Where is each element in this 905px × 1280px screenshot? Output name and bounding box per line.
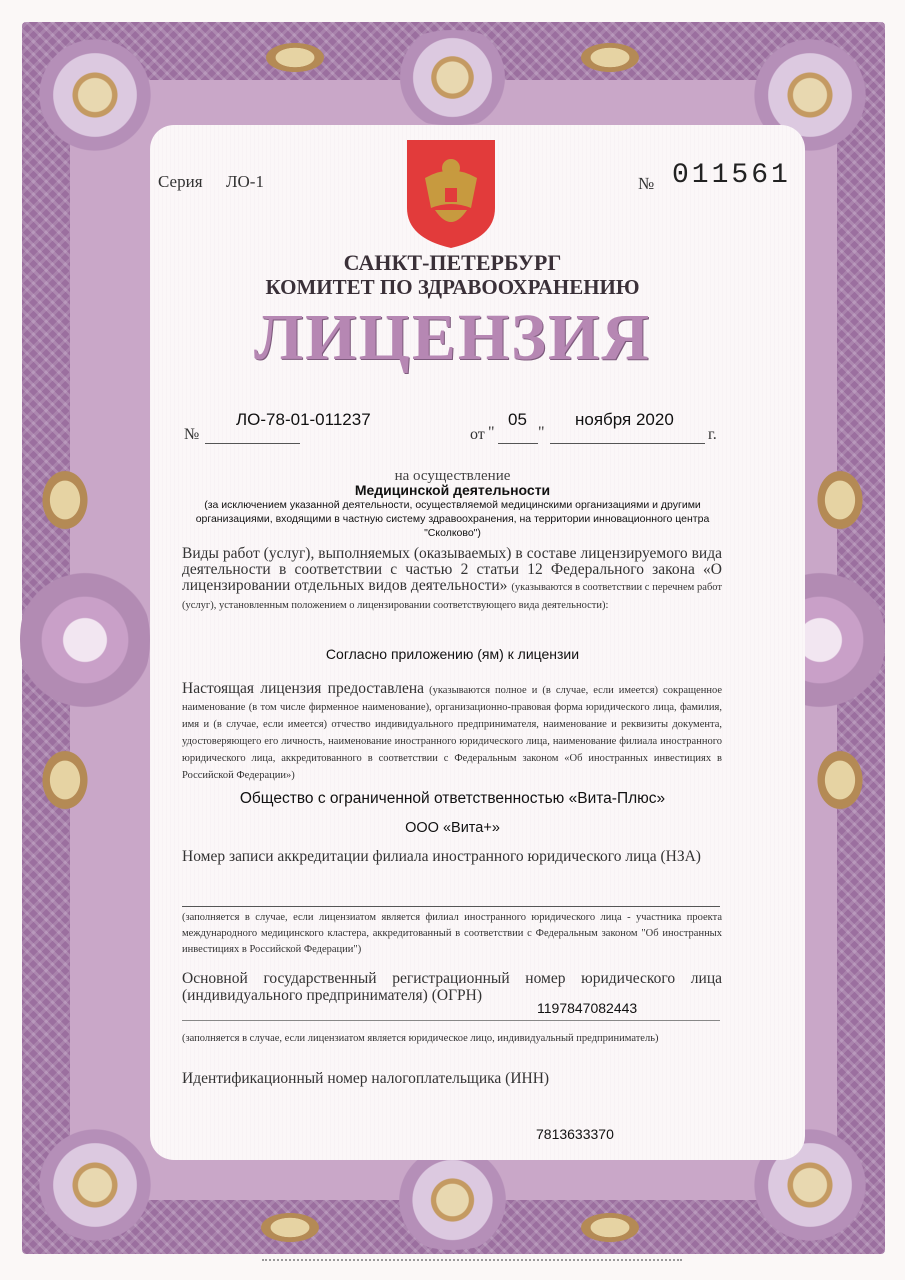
ogrn-label: Основной государственный регистрационный номер юридического лица (индивидуального предпринимателя) (ОГРН) [182,970,722,1004]
coat-of-arms-icon [405,138,497,250]
bottom-left-gold-ornament [245,1205,335,1250]
bottom-right-gold-ornament [565,1205,655,1250]
license-number-line [205,443,300,444]
document-title: ЛИЦЕНЗИЯ [253,301,652,374]
nza-line [182,906,720,907]
licensee-lead: Настоящая лицензия предоставлена [182,680,425,697]
corner-ornament-bottom-left [30,1120,160,1250]
licensee-paragraph [182,680,722,784]
form-number-label: № [638,174,655,193]
ogrn-line [182,1020,720,1021]
series-value: ЛО-1 [226,172,264,191]
licensee-note: (указываются полное и (в случае, если имеется) сокращенное наименование (в том числе фирменное наименование), организационно-правовая форма юридического лица, фамилия, имя и (в случае, если имеется) отчество индивидуального предпринимателя, наименование и реквизиты документа, удостоверяющего его личность, наименование иностранного юридического лица, наименование филиала иностранного юридического лица, аккредитованного в соответствии с Федеральным законом «Об иностранных инвестициях в Российской Федерации») [182,685,723,781]
footer-print-line [262,1259,682,1267]
series-label: Серия [158,172,203,191]
license-number-label: № [184,426,200,443]
inn-value: 7813633370 [536,1126,614,1142]
ogrn-note: (заполняется в случае, если лицензиатом является юридическое лицо, индивидуальный предприниматель) [182,1033,659,1044]
works-text: Виды работ (услуг), выполняемых (оказываемых) в составе лицензируемого вида деятельности в соответствии с частью 2 статьи 12 Федерального закона «О лицензировании отдельных видов деятельности» [182,545,722,594]
activity-exclusion: (за исключением указанной деятельности, осуществляемой медицинскими организациями и другими организациями, входящими в частную систему здравоохранения, на территории инновационного центра "Сколково") [195,499,710,539]
works-note: (указываются в соответствии с перечнем работ (услуг), установленным положением о лицензировании соответствующего вида деятельности): [182,582,723,611]
top-right-gold-ornament [565,35,655,80]
works-paragraph [182,546,722,614]
organization-full-name: Общество с ограниченной ответственностью «Вита-Плюс» [239,790,666,807]
ogrn-value: 1197847082443 [537,1000,638,1016]
issuing-committee: КОМИТЕТ ПО ЗДРАВООХРАНЕНИЮ [265,275,640,299]
date-quote-open: " [488,424,495,441]
date-prefix: от [470,426,485,443]
nza-note: (заполняется в случае, если лицензиатом является филиал иностранного юридического лица - участника проекта международного медицинского кластера, аккредитованный в соответствии с Федеральным законом "Об иностранных инвестициях в Российской Федерации") [182,912,722,955]
left-side-ornament [20,555,150,725]
top-center-ornament [380,30,525,125]
works-value: Согласно приложению (ям) к лицензии [325,646,580,662]
license-month-year: ноября 2020 [575,410,674,429]
activity-name: Медицинской деятельности [354,482,551,498]
month-line [550,443,705,444]
license-day: 05 [508,410,527,429]
date-quote-close: " [538,424,545,441]
bottom-center-ornament [380,1150,525,1250]
organization-short-name: ООО «Вита+» [405,820,500,836]
top-left-gold-ornament [250,35,340,80]
issuing-city: САНКТ-ПЕТЕРБУРГ [343,250,562,275]
corner-ornament-top-left [30,30,160,160]
nza-label: Номер записи аккредитации филиала иностранного юридического лица (НЗА) [182,848,701,865]
inn-label: Идентификационный номер налогоплательщика (ИНН) [182,1070,550,1087]
activity-intro: на осуществление [394,468,511,484]
license-number: ЛО-78-01-011237 [236,410,371,429]
year-suffix: г. [708,426,717,443]
form-number-value: 011561 [672,160,791,191]
day-line [498,443,538,444]
